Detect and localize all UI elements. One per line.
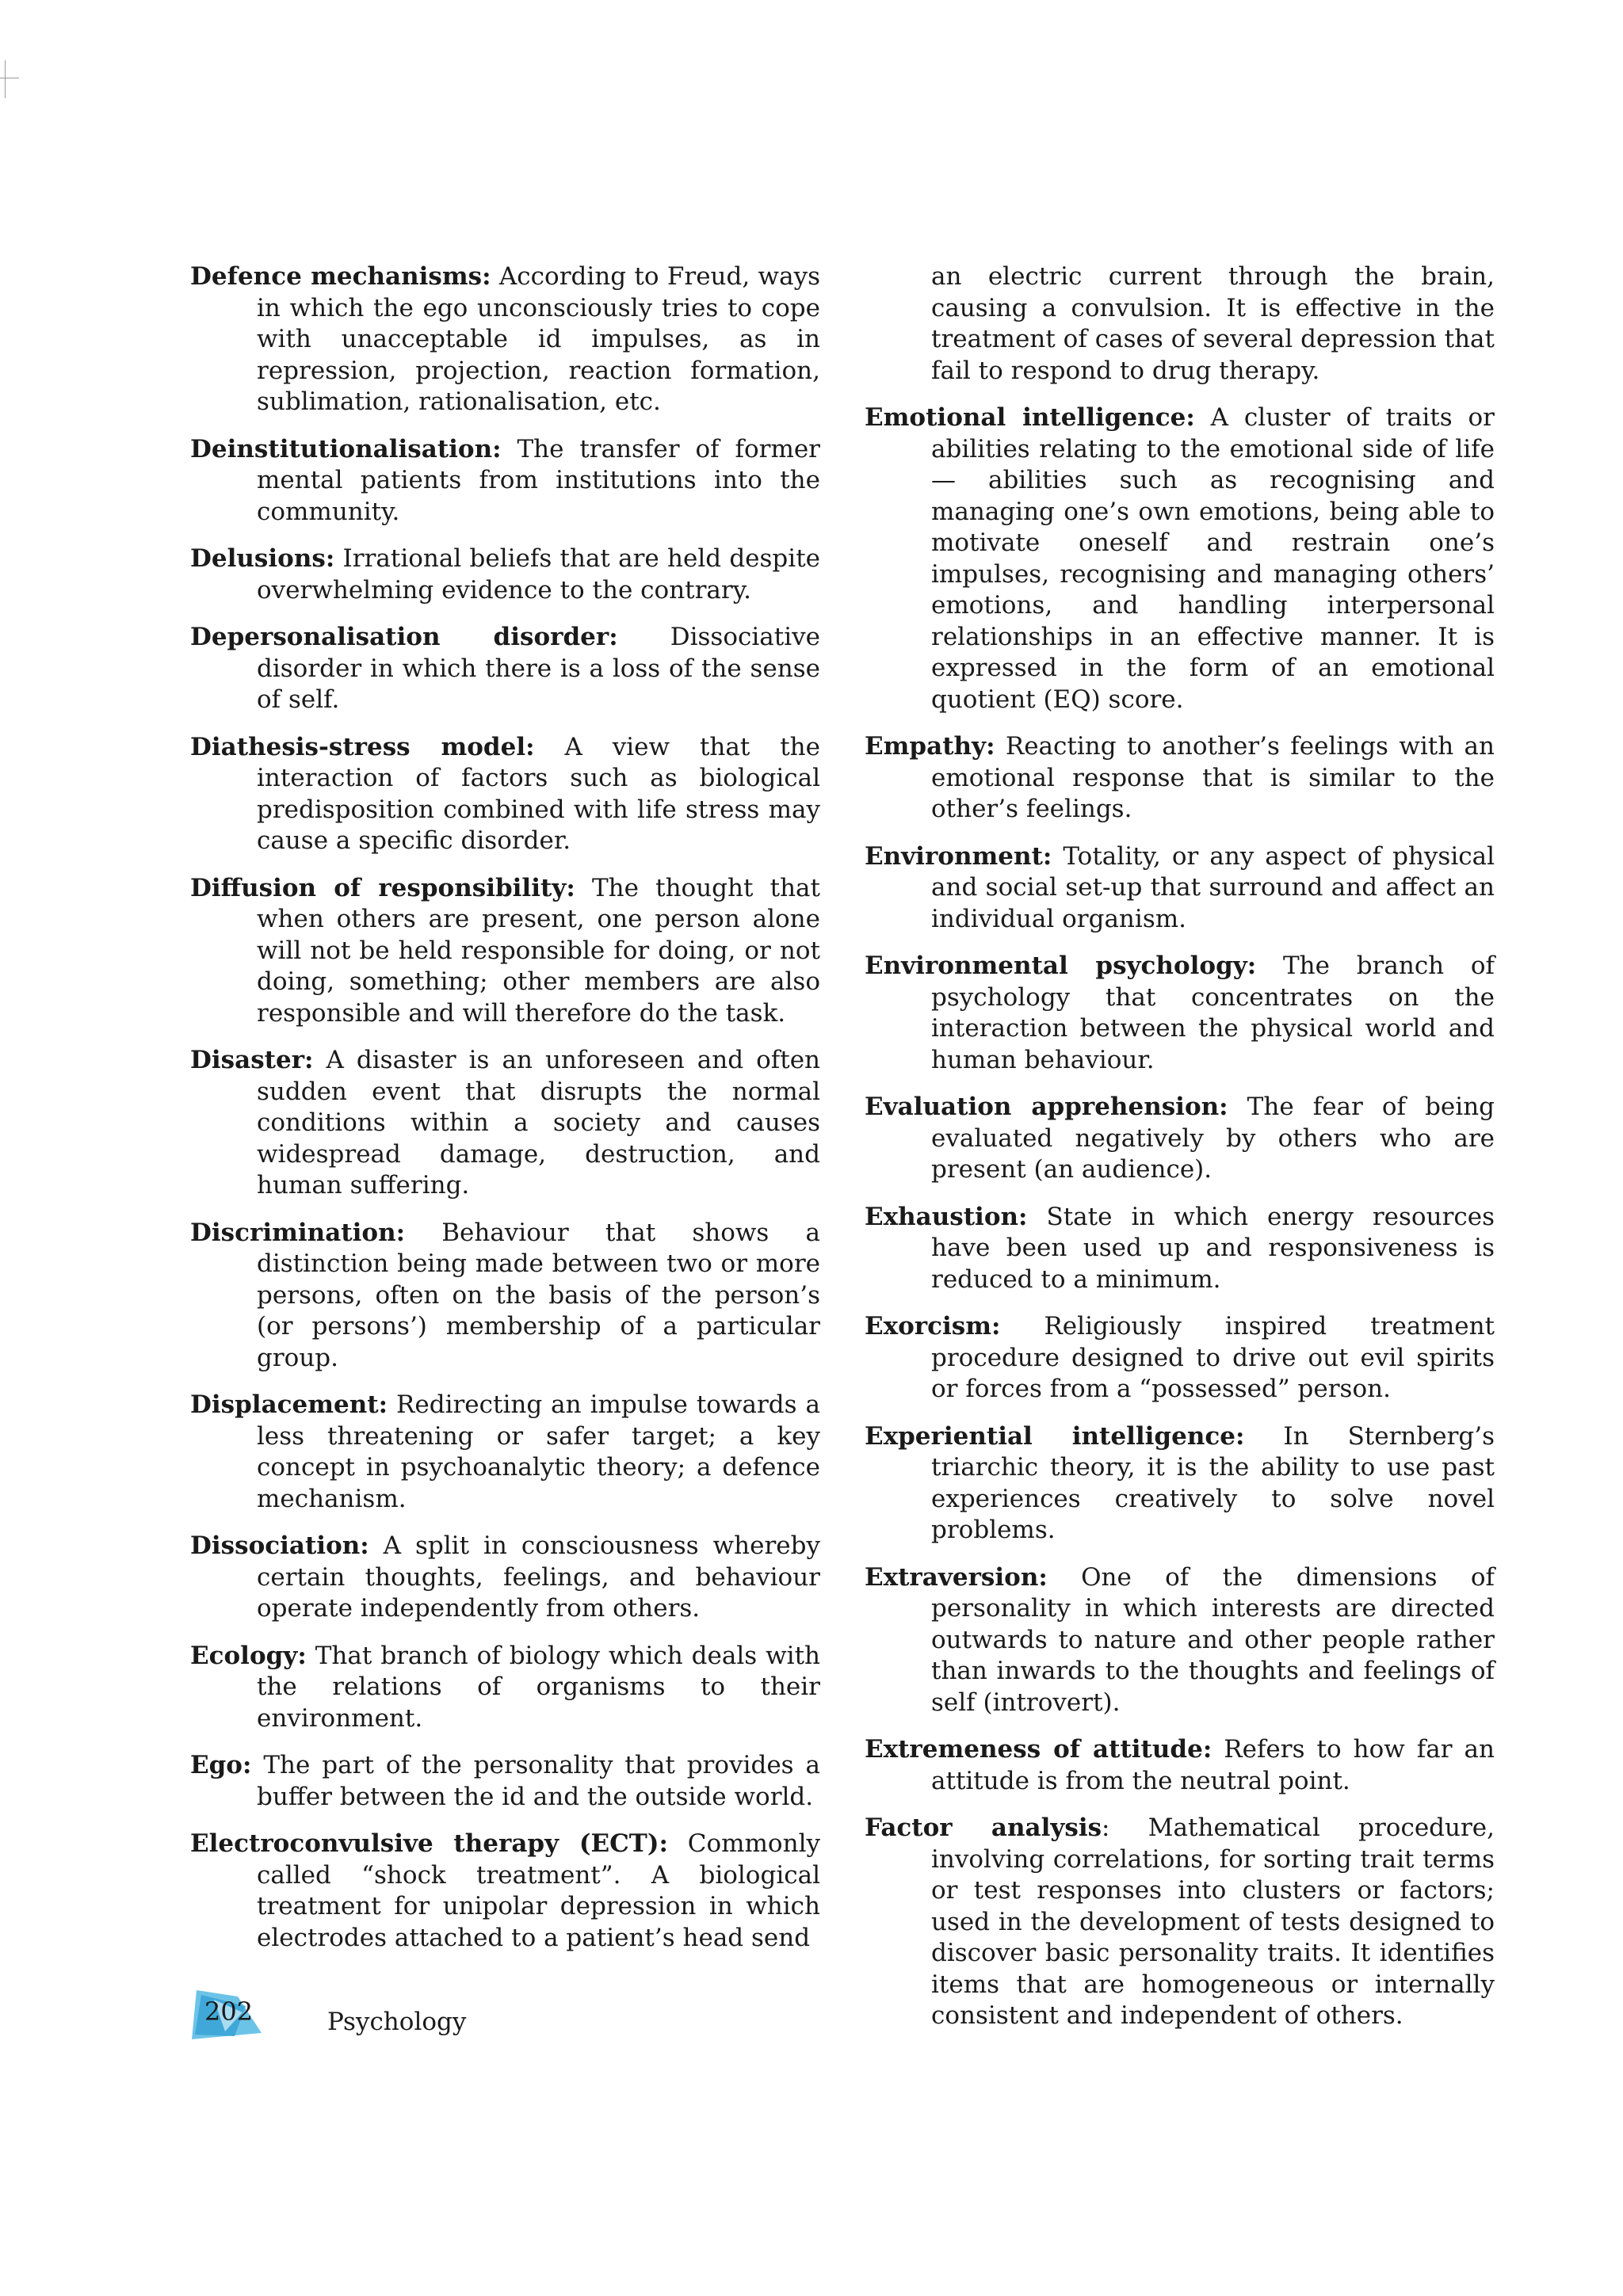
glossary-term: Ecology: — [190, 1641, 307, 1670]
glossary-entry-dissociation — [190, 1531, 820, 1625]
glossary-term: Empathy: — [865, 732, 995, 761]
glossary-entry-diathesis-stress-model — [190, 732, 820, 857]
glossary-entry-continuation: an electric current through the brain, causing a convulsion. It is effective in the treatment of cases of several depression that fail to respond to drug therapy. — [931, 262, 1495, 385]
glossary-term: Discrimination: — [190, 1218, 406, 1247]
glossary-entry-defence-mechanisms — [190, 261, 820, 418]
glossary-entry-exorcism — [865, 1311, 1495, 1405]
glossary-definition: The transfer of former mental patients from institutions into the community. — [257, 434, 820, 526]
book-title: Psychology — [327, 2008, 467, 2036]
glossary-definition: A split in consciousness whereby certain thoughts, feelings, and behaviour operate independently from others. — [257, 1531, 820, 1623]
glossary-definition: Reacting to another’s feelings with an emotional response that is similar to the other’s feelings. — [931, 732, 1495, 823]
glossary-term: Environment: — [865, 841, 1052, 871]
glossary-entry-evaluation-apprehension — [865, 1092, 1495, 1186]
glossary-term: Emotional intelligence: — [865, 403, 1195, 432]
glossary-definition: Irrational beliefs that are held despite overwhelming evidence to the contrary. — [257, 544, 820, 605]
glossary-term: Exhaustion: — [865, 1202, 1028, 1231]
glossary-term: Electroconvulsive therapy (ECT): — [190, 1829, 668, 1858]
glossary-entry-deinstitutionalisation — [190, 434, 820, 528]
glossary-definition: According to Freud, ways in which the ego unconsciously tries to cope with unacceptable id impulses, as in repression, projection, reaction formation, sublimation, rationalisation, etc. — [257, 262, 820, 416]
glossary-definition: The fear of being evaluated negatively by others who are present (an audience). — [931, 1093, 1495, 1184]
glossary-definition: : Mathematical procedure, involving correlations, for sorting trait terms or test responses into clusters or factors; used in the development of tests designed to discover basic personality traits. It identifies items that are homogeneous or internally consistent and independent of others. — [931, 1814, 1495, 2030]
glossary-definition: A cluster of traits or abilities relating to the emotional side of life — abilities such as recognising and managing one’s own emotions, being able to motivate oneself and restrain one’s impulses, recognising and managing others’ emotions, and handling interpersonal relationships in an effective manner. It is expressed in the form of an emotional quotient (EQ) score. — [931, 403, 1495, 714]
glossary-term: Experiential intelligence: — [865, 1421, 1245, 1451]
glossary-entry-discrimination — [190, 1218, 820, 1375]
glossary-entry-displacement — [190, 1390, 820, 1515]
glossary-definition: The thought that when others are present, one person alone will not be held responsible for doing, or not doing, something; other members are also responsible and will therefore do the task. — [257, 873, 820, 1028]
glossary-term: Factor analysis — [865, 1814, 1102, 1842]
glossary-definition: One of the dimensions of personality in which interests are directed outwards to nature and other people rather than inwards to the thoughts and feelings of self (introvert). — [931, 1562, 1495, 1717]
glossary-definition: In Sternberg’s triarchic theory, it is the ability to use past experiences creatively to solve novel problems. — [931, 1421, 1495, 1544]
glossary-entry-ecology — [190, 1641, 820, 1735]
glossary-term: Environmental psychology: — [865, 952, 1257, 980]
glossary-term: Extraversion: — [865, 1562, 1048, 1592]
crop-mark — [0, 60, 19, 98]
glossary-entry-ego — [190, 1750, 820, 1813]
glossary-entry-exhaustion — [865, 1202, 1495, 1296]
glossary-term: Dissociation: — [190, 1531, 369, 1560]
glossary-definition: Totality, or any aspect of physical and social set-up that surround and affect an individual organism. — [931, 841, 1495, 933]
glossary-entry-depersonalisation-disorder — [190, 622, 820, 716]
glossary-term: Exorcism: — [865, 1312, 1001, 1341]
glossary-term: Extremeness of attitude: — [865, 1735, 1212, 1764]
glossary-definition: Behaviour that shows a distinction being made between two or more persons, often on the basis of the person’s (or persons’) membership of a particular group. — [257, 1218, 820, 1372]
glossary-term: Depersonalisation disorder: — [190, 623, 618, 651]
glossary-term: Displacement: — [190, 1390, 388, 1419]
glossary-term: Diathesis-stress model: — [190, 732, 535, 761]
glossary-term: Diffusion of responsibility: — [190, 873, 575, 902]
glossary-definition: Religiously inspired treatment procedure designed to drive out evil spirits or forces from a “possessed” person. — [931, 1312, 1495, 1403]
glossary-entry-delusions — [190, 543, 820, 606]
glossary-definition: Refers to how far an attitude is from the neutral point. — [931, 1735, 1495, 1795]
glossary-entry-environment — [865, 841, 1495, 936]
glossary-column-right — [865, 261, 1495, 2048]
glossary-definition: Dissociative disorder in which there is a loss of the sense of self. — [257, 623, 820, 714]
page-number-badge — [190, 1989, 266, 2041]
glossary-term: Deinstitutionalisation: — [190, 434, 502, 463]
glossary-definition: The part of the personality that provides a buffer between the id and the outside world. — [251, 1751, 820, 1811]
glossary-definition: State in which energy resources have been used up and responsiveness is reduced to a minimum. — [931, 1202, 1495, 1294]
glossary-definition: Redirecting an impulse towards a less threatening or safer target; a key concept in psychoanalytic theory; a defence mechanism. — [257, 1390, 820, 1513]
glossary-term: Disaster: — [190, 1046, 314, 1074]
glossary-entry-experiential-intelligence — [865, 1421, 1495, 1547]
glossary-definition: Commonly called “shock treatment”. A biological treatment for unipolar depression in which electrodes attached to a patient’s head send — [257, 1829, 820, 1952]
glossary-term: Defence mechanisms: — [190, 262, 491, 291]
glossary-column-left — [190, 261, 820, 1970]
glossary-entry-disaster — [190, 1045, 820, 1202]
glossary-definition: A disaster is an unforeseen and often sudden event that disrupts the normal conditions within a society and causes widespread damage, destruction, and human suffering. — [257, 1046, 820, 1199]
glossary-entry-extraversion — [865, 1562, 1495, 1719]
glossary-entry-factor-analysis — [865, 1813, 1495, 2032]
glossary-entry-diffusion-of-responsibility — [190, 873, 820, 1030]
page-number: 202 — [204, 1997, 254, 2027]
glossary-entry-electroconvulsive-therapy — [190, 1829, 820, 1954]
glossary-definition: A view that the interaction of factors such as biological predisposition combined with life stress may cause a specific disorder. — [257, 732, 820, 855]
glossary-definition: The branch of psychology that concentrates on the interaction between the physical world and human behaviour. — [931, 952, 1495, 1074]
glossary-entry-emotional-intelligence — [865, 402, 1495, 715]
glossary-term: Evaluation apprehension: — [865, 1093, 1228, 1121]
page-footer — [190, 1989, 666, 2044]
glossary-entry-extremeness-of-attitude — [865, 1734, 1495, 1797]
glossary-definition: That branch of biology which deals with the relations of organisms to their environment. — [257, 1641, 820, 1733]
glossary-entry-environmental-psychology — [865, 951, 1495, 1076]
glossary-term: Ego: — [190, 1751, 252, 1779]
glossary-term: Delusions: — [190, 544, 335, 573]
glossary-entry-empathy — [865, 731, 1495, 826]
